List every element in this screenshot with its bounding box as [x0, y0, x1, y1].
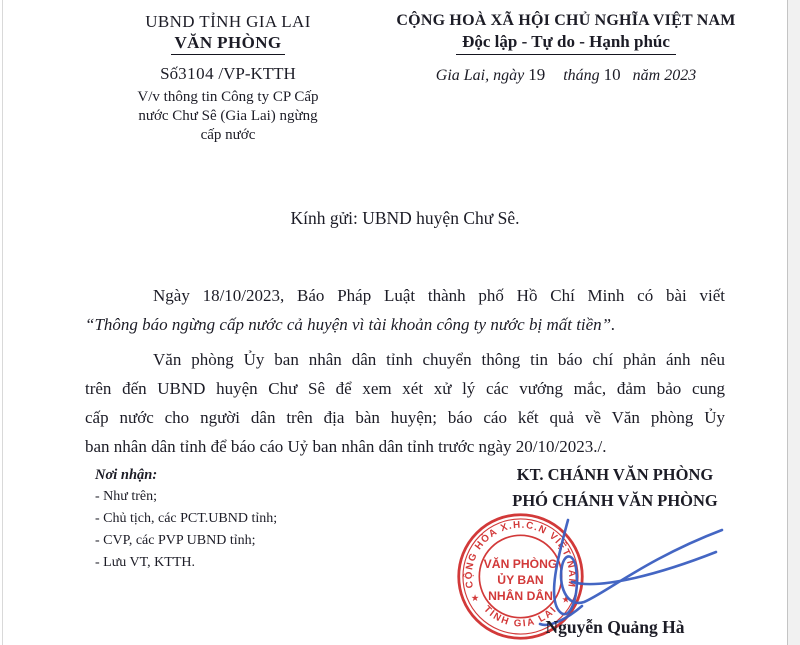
stamp-ring-text-top: CỘNG HÒA X.H.C.N VIỆT NAM [463, 519, 578, 589]
recipients-block [95, 464, 405, 574]
national-motto: Độc lập - Tự do - Hạnh phúc [352, 32, 780, 55]
issuing-agency-block [108, 12, 348, 145]
recipient-item: - Chủ tịch, các PCT.UBND tỉnh; [95, 511, 278, 526]
org-name: VĂN PHÒNG [108, 33, 348, 55]
document-number: Số3104 /VP-KTTH [160, 64, 296, 83]
recipients-label: Nơi nhận: [95, 467, 158, 483]
salutation: Kính gửi: UBND huyện Chư Sê. [290, 208, 520, 228]
national-title: CỘNG HOÀ XÃ HỘI CHỦ NGHĨA VIỆT NAM [396, 12, 736, 29]
signer-name: Nguyễn Quảng Hà [545, 617, 685, 637]
org-parent-name: UBND TỈNH GIA LAI [145, 12, 311, 31]
signer-title-block [455, 462, 775, 514]
recipient-item: - CVP, các PVP UBND tỉnh; [95, 533, 256, 548]
signer-title-1: KT. CHÁNH VĂN PHÒNG [516, 465, 714, 484]
recipient-item: - Lưu VT, KTTH. [95, 555, 195, 570]
paragraph-2: Văn phòng Ủy ban nhân dân tỉnh chuyển thông tin báo chí phản ánh nêu trên đến UBND huyện Chư Sê để xem xét xử lý các vướng mắc, đảm bảo cung cấp nước cho người dân trên địa bàn huyện; báo cáo kết quả về Văn phòng Ủy ban nhân dân tỉnh để báo cáo Uỷ ban nhân dân tỉnh trước ngày 20/10/2023./. [85, 350, 725, 456]
stamp-center-line3: NHÂN DÂN [488, 588, 553, 603]
stamp-ring-text-bottom: TỈNH GIA LAI [481, 603, 560, 630]
paragraph-1: Ngày 18/10/2023, Báo Pháp Luật thành phố Hồ Chí Minh có bài viết “Thông báo ngừng cấp nước cả huyện vì tài khoản công ty nước bị mất tiền”. [85, 286, 725, 334]
document-subject: V/v thông tin Công ty CP Cấp nước Chư Sê (Gia Lai) ngừng cấp nước [137, 89, 319, 143]
national-header-block [352, 12, 780, 85]
stamp-center-line2: ỦY BAN [497, 572, 544, 587]
stamp-star-icon: ★ [470, 592, 480, 603]
stamp-center-line1: VĂN PHÒNG [483, 557, 558, 572]
place-date-line: Gia Lai, ngày 19 tháng 10 năm 2023 [435, 65, 697, 84]
stamp-star-icon: ★ [561, 594, 571, 605]
scan-edge-line [2, 0, 3, 645]
signer-title-2: PHÓ CHÁNH VĂN PHÒNG [512, 491, 718, 510]
recipient-item: - Như trên; [95, 489, 158, 504]
letter-body [85, 281, 725, 461]
scan-edge-strip [787, 0, 800, 645]
